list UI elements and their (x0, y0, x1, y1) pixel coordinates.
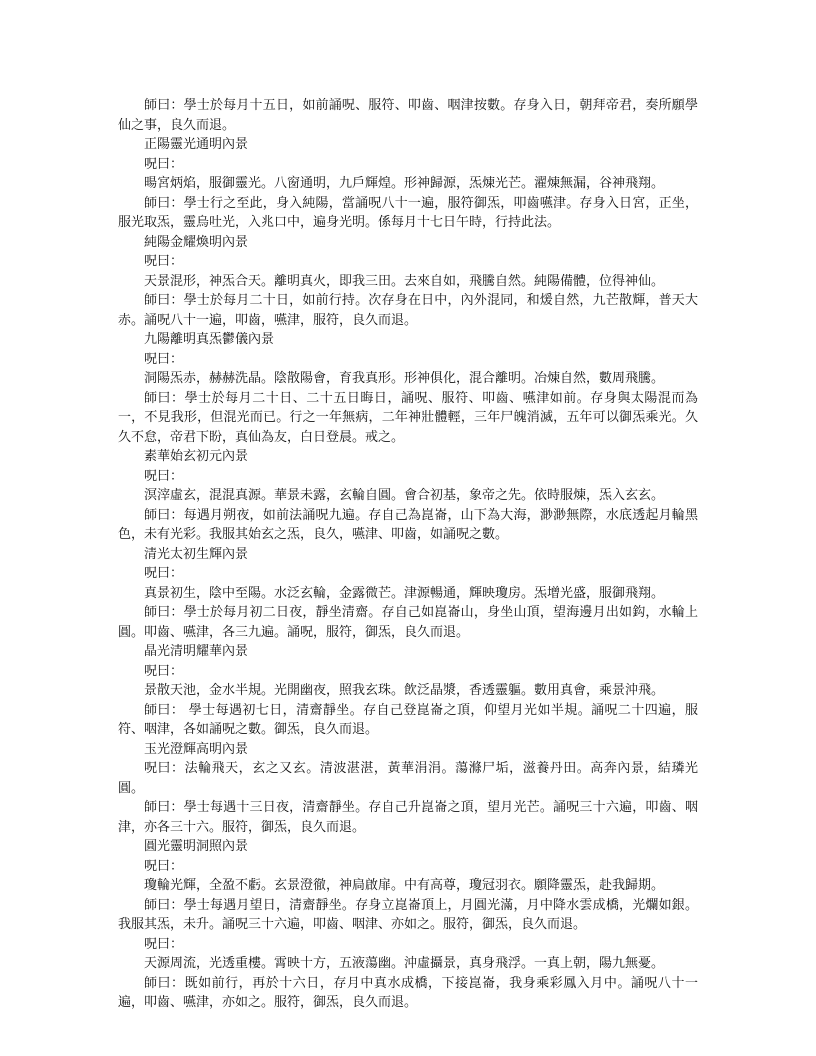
incantation-label: 呪曰： (144, 254, 184, 269)
paragraph: 天源周流，光透重樓。霄映十方，五液蕩幽。沖虛攝景，真身飛浮。一真上朝，陽九無憂。 (144, 956, 665, 971)
section-heading: 圓光靈明洞照內景 (144, 839, 249, 854)
paragraph: 真景初生，陰中至陽。水泛玄輪，金露微芒。津源暢通，輝映瓊房。炁增光盛，服御飛翔。 (144, 585, 665, 601)
section-heading: 清光太初生輝內景 (144, 546, 249, 562)
document-page (118, 96, 698, 1013)
section-heading: 素華始玄初元內景 (144, 449, 249, 464)
section-heading: 九陽離明真炁鬱儀內景 (144, 332, 275, 347)
paragraph: 師曰： 學士每遇初七日，清齋靜坐。存自己登崑崙之頂，仰望月光如半規。誦呪二十四遍，服符、咽津，各如誦呪之數。御炁，良久而退。 (118, 702, 698, 737)
incantation-label: 呪曰： (144, 936, 184, 952)
paragraph: 暘宮炳焰，服御靈光。八窗通明，九戶輝煌。形神歸源，炁煉光芒。濯煉無漏，谷神飛翔。 (144, 176, 665, 191)
section-heading: 純陽金耀煥明內景 (144, 234, 249, 250)
incantation-label: 呪曰： (144, 566, 184, 581)
paragraph: 瓊輪光輝，全盈不虧。玄景澄徹，神扃啟扉。中有高尊，瓊冠羽衣。願降靈炁，赴我歸期。 (144, 878, 665, 893)
paragraph: 師曰：學士於每月二十日、二十五日晦日，誦呪、服符、叩齒、嚥津如前。存身與太陽混而為一，不見我形，但混光而已。行之一年無病，二年神壯體輕，三年尸魄消滅，五年可以御炁乘光。久久不怠，帝君下盼，真仙為友，白日登晨。戒之。 (118, 390, 698, 445)
incantation-label: 呪曰： (144, 156, 184, 172)
incantation-label: 呪曰： (144, 468, 184, 484)
paragraph: 景散天池，金水半規。光開幽夜，照我玄珠。飲泛晶漿，香透靈軀。數用真會，乘景沖飛。 (144, 683, 665, 698)
paragraph: 師曰：學士於每月二十日，如前行持。次存身在日中，內外混同，和煖自然，九芒散輝，普天大赤。誦呪八十一遍，叩齒，嚥津，服符，良久而退。 (118, 293, 698, 328)
paragraph: 師曰：學士行之至此，身入純陽，當誦呪八十一遍，服符御炁，叩齒嚥津。存身入日宮，正坐，服光取炁，靈烏吐光，入兆口中，遍身光明。係每月十七日午時，行持此法。 (118, 195, 698, 230)
paragraph: 溟滓虛玄，混混真源。華景未露，玄輪自圓。會合初基，象帝之先。依時服煉，炁入玄玄。 (144, 488, 665, 503)
paragraph: 師曰：每遇月朔夜，如前法誦呪九遍。存自己為崑崙，山下為大海，渺渺無際，水底透起月輪黑色，未有光彩。我服其始玄之炁，良久，嚥津、叩齒，如誦呪之數。 (118, 507, 698, 542)
paragraph: 師曰：既如前行，再於十六日，存月中真水成橋，下接崑崙，我身乘彩鳳入月中。誦呪八十一遍，叩齒、嚥津，亦如之。服符，御炁，良久而退。 (118, 975, 698, 1010)
paragraph: 師曰：學士每遇十三日夜，清齋靜坐。存自己升崑崙之頂，望月光芒。誦呪三十六遍，叩齒、咽津，亦各三十六。服符，御炁，良久而退。 (118, 800, 698, 835)
incantation-label: 呪曰： (144, 858, 184, 874)
paragraph: 天景混形，神炁合天。離明真火，即我三田。去來自如，飛騰自然。純陽備體，位得神仙。 (144, 273, 665, 289)
section-heading: 正陽靈光通明內景 (144, 137, 249, 152)
paragraph: 師曰：學士每遇月望日，清齋靜坐。存身立崑崙頂上，月圓光滿，月中降水雲成橋，光爛如銀。我服其炁，未升。誦呪三十六遍，叩齒、咽津、亦如之。服符，御炁，良久而退。 (118, 897, 698, 932)
paragraph: 師曰：學士於每月十五日，如前誦呪、服符、叩齒、咽津按數。存身入日，朝拜帝君，奏所願學仙之事，良久而退。 (118, 98, 698, 133)
paragraph: 呪曰：法輪飛天，玄之又玄。清波湛湛，黃華涓涓。蕩滌尸垢，滋養丹田。高奔內景，結璘光圓。 (118, 761, 698, 796)
section-heading: 晶光清明耀華內景 (144, 644, 249, 659)
paragraph: 師曰：學士於每月初二日夜，靜坐清齋。存自己如崑崙山，身坐山頂，望海邊月出如鈎，水輪上圓。叩齒、嚥津，各三九遍。誦呪，服符，御炁，良久而退。 (118, 605, 698, 640)
paragraph: 洞陽炁赤，赫赫洗晶。陰散陽會，育我真形。形神俱化，混合離明。冶煉自然，數周飛騰。 (144, 371, 665, 386)
incantation-label: 呪曰： (144, 351, 184, 367)
incantation-label: 呪曰： (144, 663, 184, 679)
section-heading: 玉光澄輝高明內景 (144, 741, 249, 757)
